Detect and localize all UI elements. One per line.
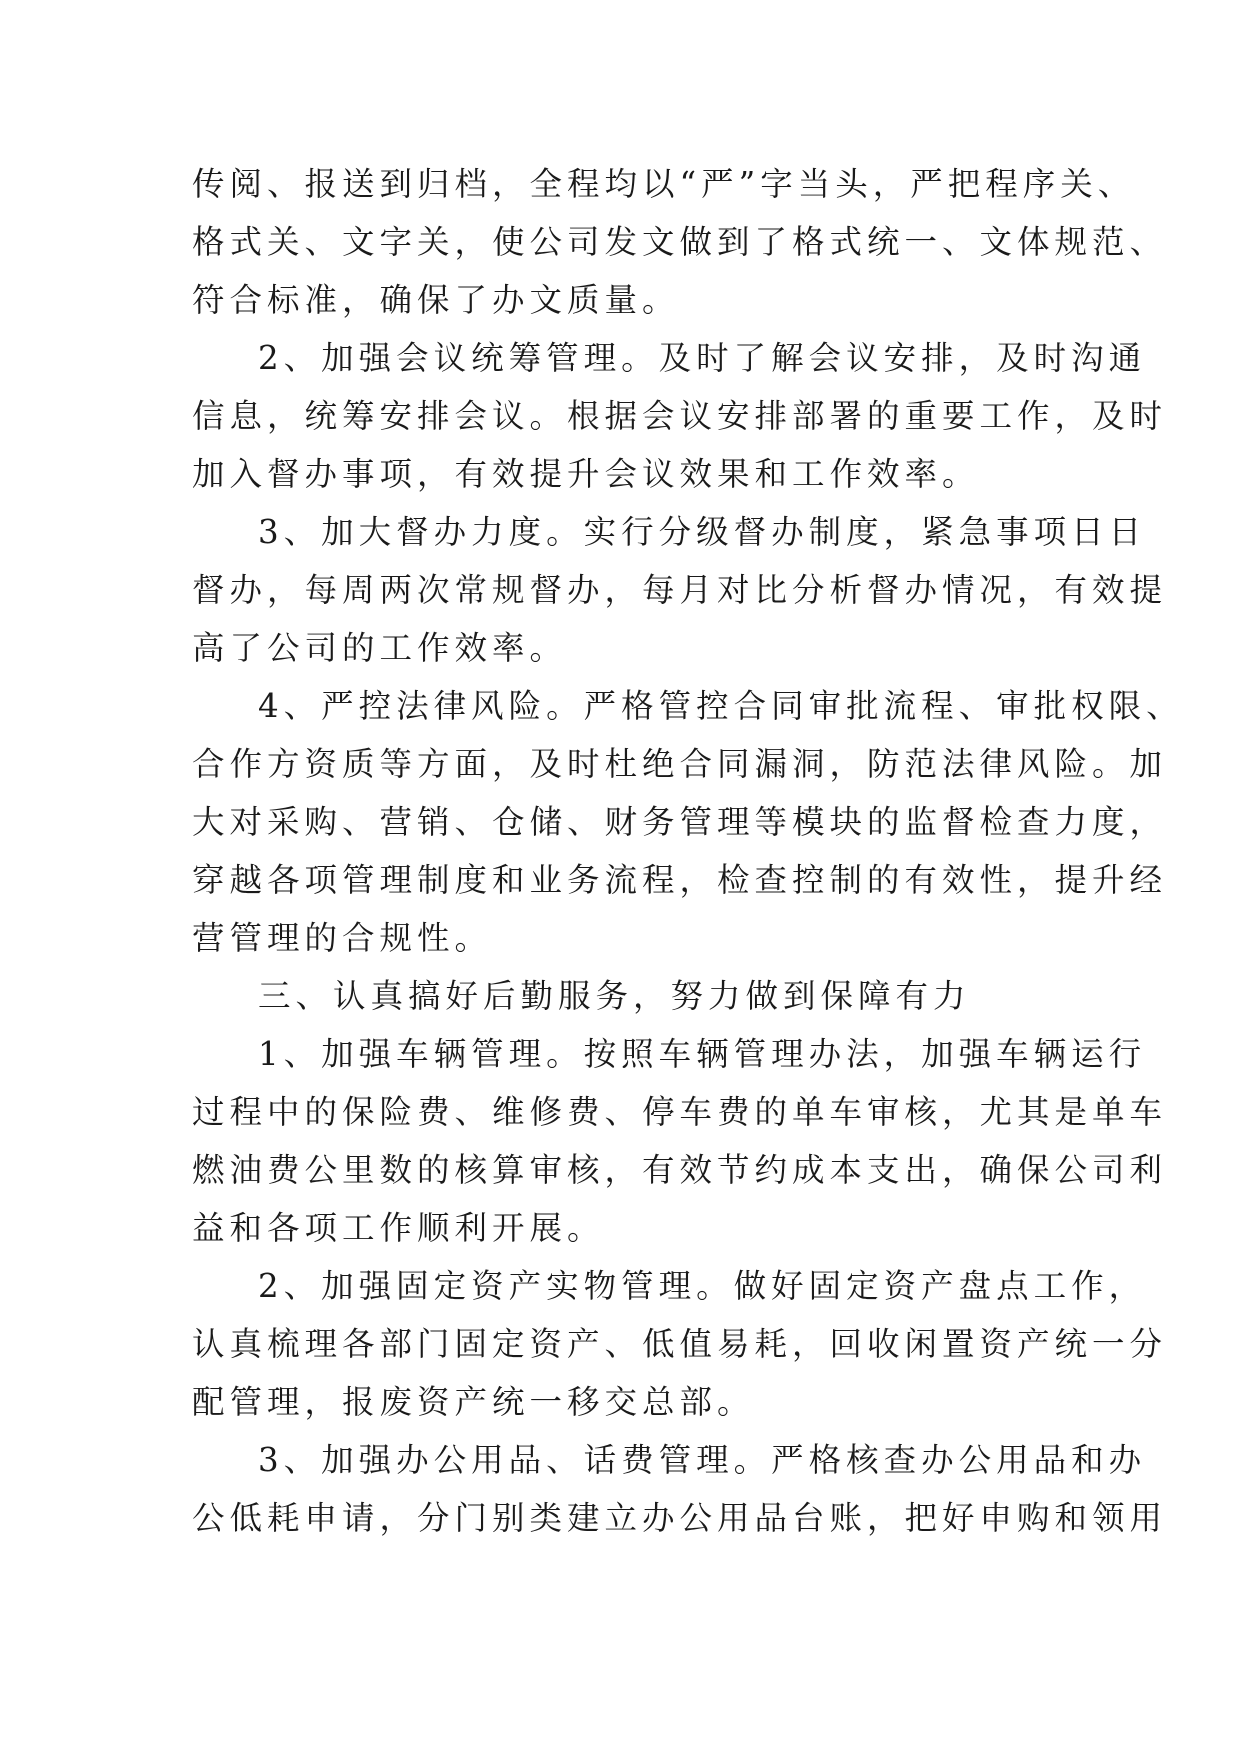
text-line: 3、加大督办力度。实行分级督办制度，紧急事项日日 xyxy=(258,513,1147,551)
text-line: 2、加强固定资产实物管理。做好固定资产盘点工作， xyxy=(258,1267,1147,1305)
text-line: 三、认真搞好后勤服务，努力做到保障有力 xyxy=(258,977,971,1015)
text-line: 配管理，报废资产统一移交总部。 xyxy=(192,1383,755,1421)
text-line: 加入督办事项，有效提升会议效果和工作效率。 xyxy=(192,455,980,493)
text-line: 认真梳理各部门固定资产、低值易耗，回收闲置资产统一分 xyxy=(192,1325,1168,1363)
text-line: 3、加强办公用品、话费管理。严格核查办公用品和办 xyxy=(258,1441,1147,1479)
text-line: 公低耗申请，分门别类建立办公用品台账，把好申购和领用 xyxy=(192,1499,1168,1537)
text-line: 2、加强会议统筹管理。及时了解会议安排，及时沟通 xyxy=(258,339,1147,377)
text-line: 4、严控法律风险。严格管控合同审批流程、审批权限、 xyxy=(258,687,1184,725)
text-line: 穿越各项管理制度和业务流程，检查控制的有效性，提升经 xyxy=(192,861,1168,899)
text-line: 大对采购、营销、仓储、财务管理等模块的监督检查力度， xyxy=(192,803,1168,841)
text-line: 高了公司的工作效率。 xyxy=(192,629,568,667)
text-line: 燃油费公里数的核算审核，有效节约成本支出，确保公司利 xyxy=(192,1151,1168,1189)
text-line: 格式关、文字关，使公司发文做到了格式统一、文体规范、 xyxy=(192,223,1168,261)
text-line: 合作方资质等方面，及时杜绝合同漏洞，防范法律风险。加 xyxy=(192,745,1168,783)
text-line: 信息，统筹安排会议。根据会议安排部署的重要工作，及时 xyxy=(192,397,1168,435)
text-line: 益和各项工作顺利开展。 xyxy=(192,1209,605,1247)
text-line: 督办，每周两次常规督办，每月对比分析督办情况，有效提 xyxy=(192,571,1168,609)
text-line: 过程中的保险费、维修费、停车费的单车审核，尤其是单车 xyxy=(192,1093,1168,1131)
text-line: 营管理的合规性。 xyxy=(192,919,493,957)
document-body xyxy=(192,155,1184,1547)
text-line: 符合标准，确保了办文质量。 xyxy=(192,281,680,319)
text-line: 1、加强车辆管理。按照车辆管理办法，加强车辆运行 xyxy=(258,1035,1147,1073)
text-line: 传阅、报送到归档，全程均以“严”字当头，严把程序关、 xyxy=(192,165,1136,203)
